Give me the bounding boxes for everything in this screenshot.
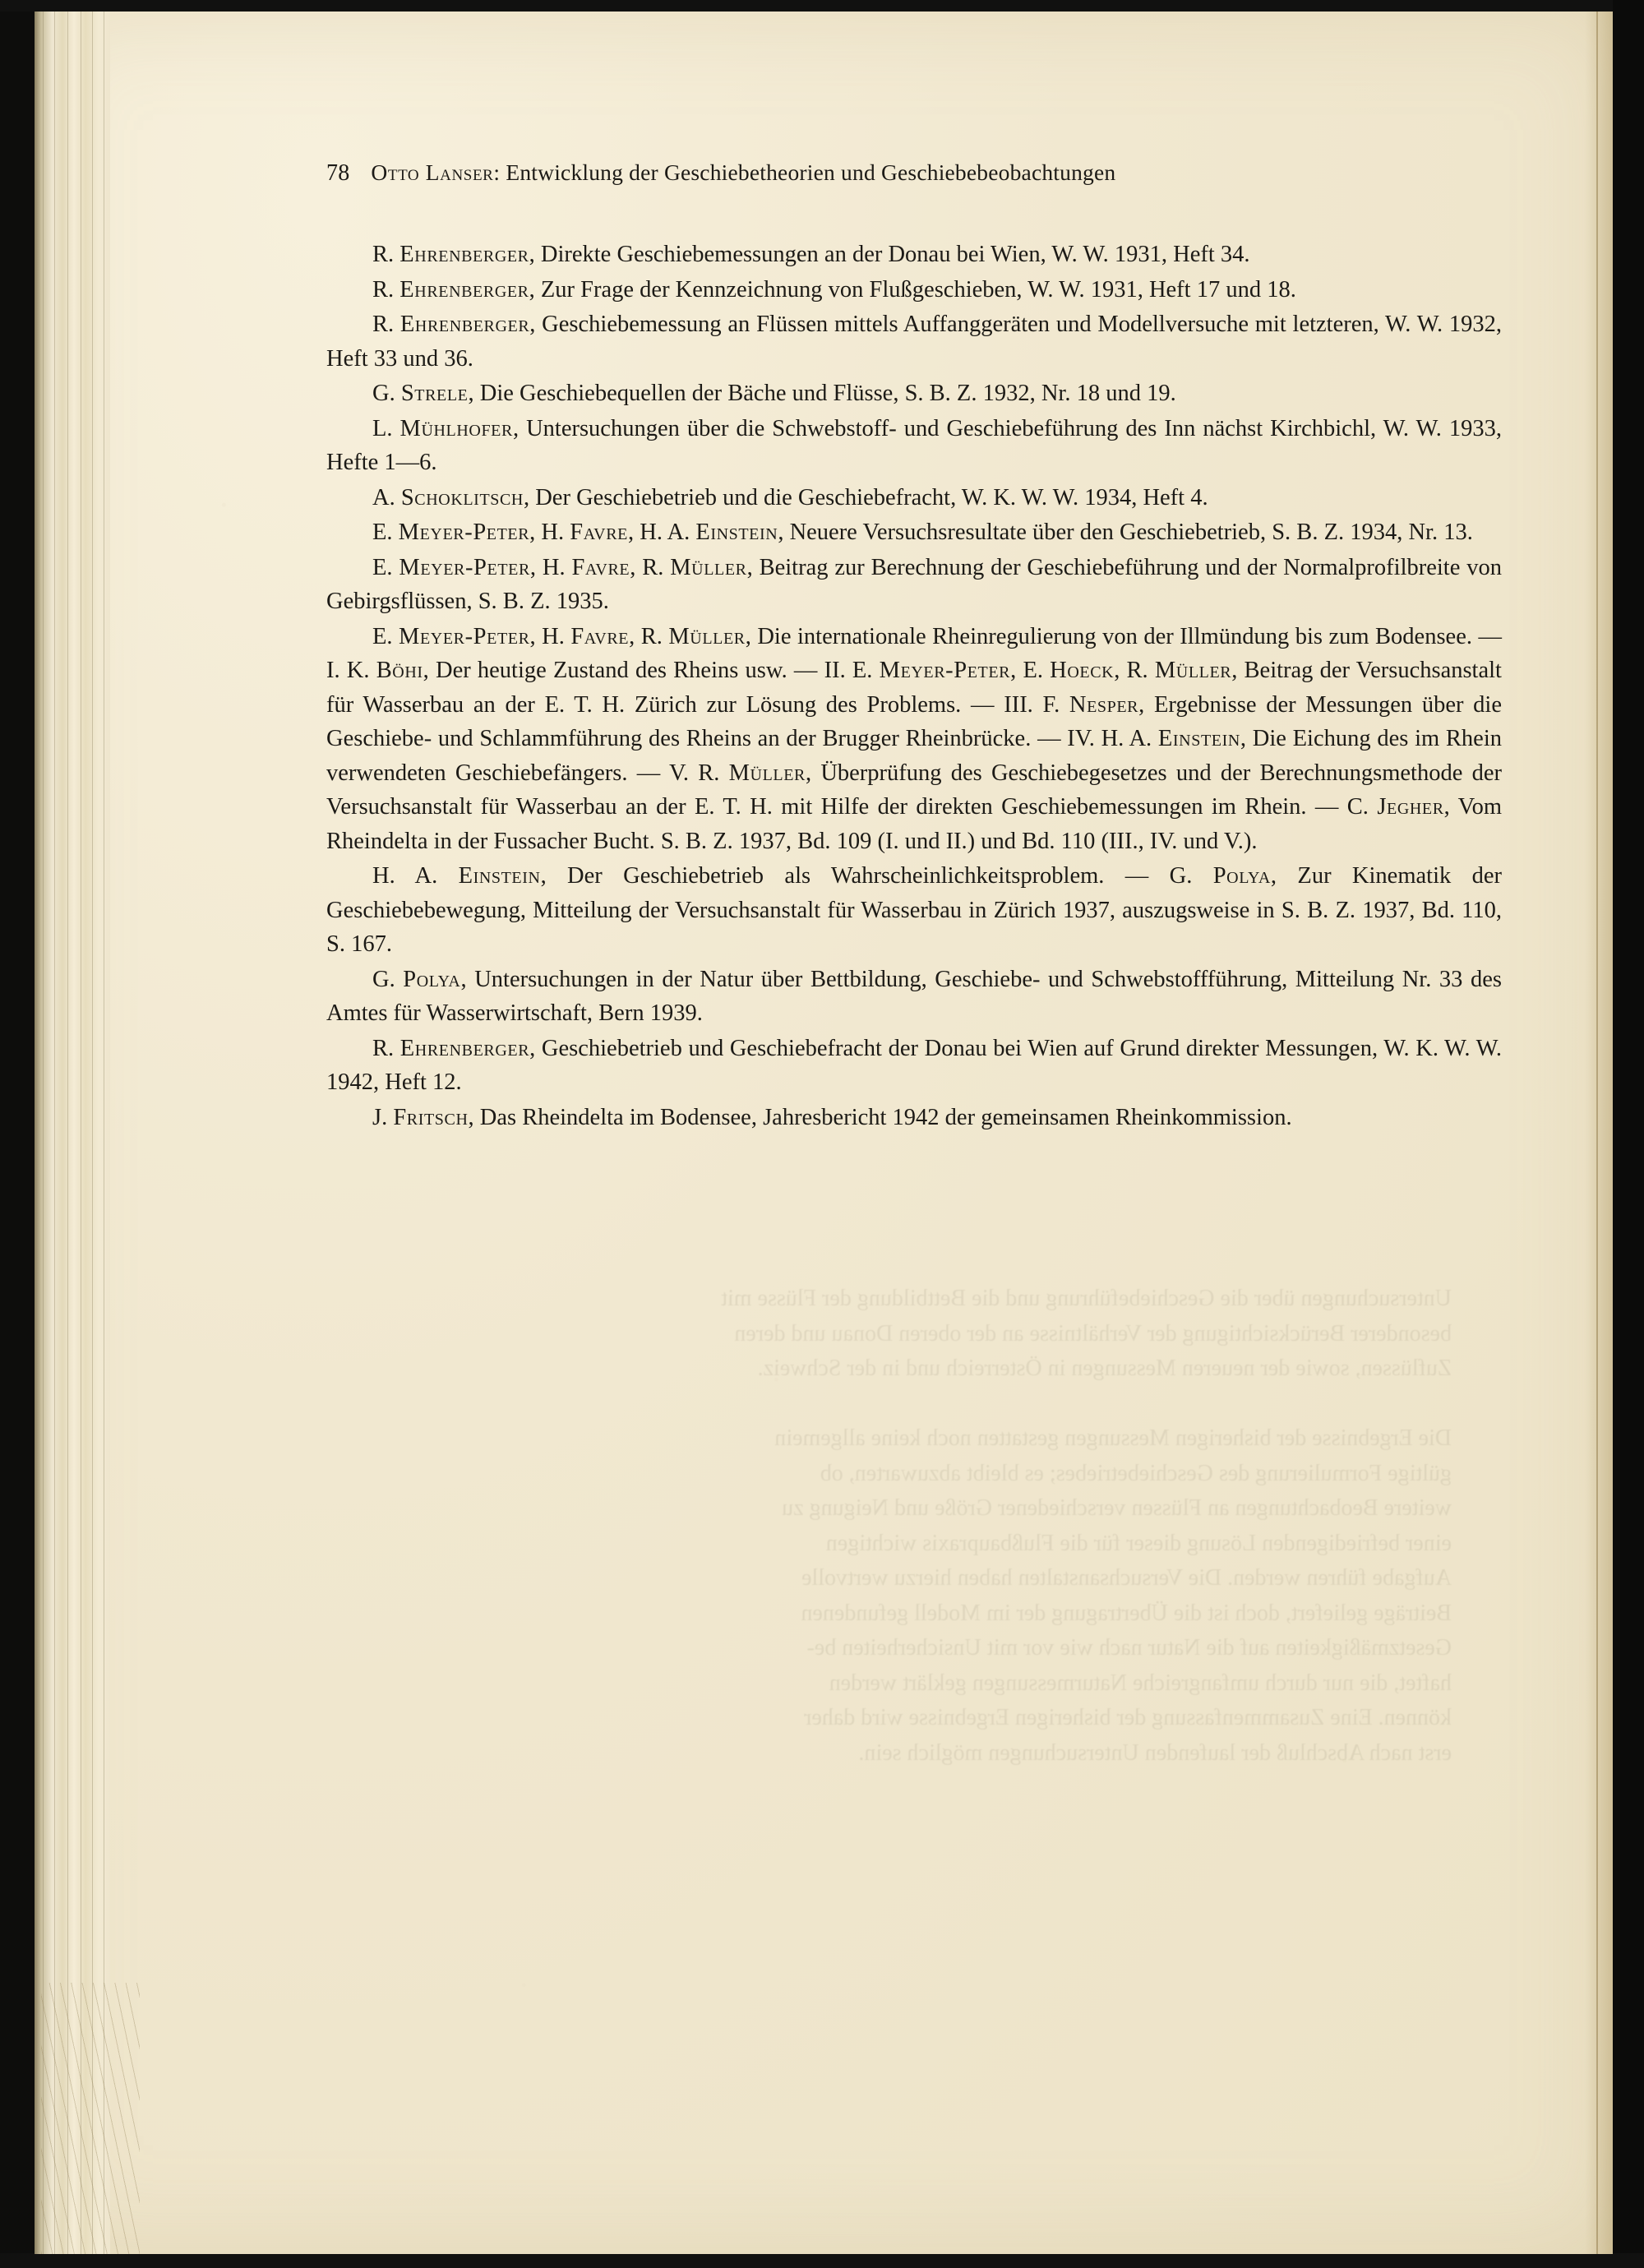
page-right-edge-line (1596, 12, 1598, 2254)
reference-entry: E. Meyer-Peter, H. Favre, R. Müller, Beitrag zur Berechnung der Geschiebeführung und der Normalprofilbreite von Gebirgsflüssen, S. B. Z. 1935. (326, 554, 1502, 614)
running-head (326, 159, 1502, 187)
page-number: 78 (326, 160, 350, 186)
verso-show-through: Untersuchungen über die Geschiebeführung und die Bettbildung der Flüsse mit besonderer Berücksichtigung der Verhältnisse an der oberen Donau und deren Zuflüssen, sowie der neueren Messungen in Österreich und in der Schweiz. Die Ergebnisse der bisherigen Messungen gestatten noch keine allgemein gültige Formulierung des Geschiebetriebes; es bleibt abzuwarten, ob weitere Beobachtungen an Flüssen verschiedener Größe und Neigung zu einer befriedigenden Lösung dieser für die Flußbaupraxis wichtigen Aufgabe führen werden. Die Versuchsanstalten haben hierzu wertvolle Beiträge geliefert, doch ist die Übertragung der im Modell gefundenen Gesetzmäßigkeiten auf die Natur nach wie vor mit Unsicherheiten be- haftet, die nur durch umfangreiche Naturmessungen geklärt werden können. Eine Zusammenfassung der bisherigen Ergebnisse wird daher erst nach Abschluß der laufenden Untersuchungen möglich sein. (721, 1286, 1452, 1766)
reference-entry: G. Polya, Untersuchungen in der Natur über Bettbildung, Geschiebe- und Schwebstoffführung, Mitteilung Nr. 33 des Amtes für Wasserwirtschaft, Bern 1939. (326, 966, 1502, 1026)
book-gutter (35, 12, 110, 2254)
scan-edge-bottom (0, 2253, 1644, 2268)
reference-entry: R. Ehrenberger, Geschiebemessung an Flüssen mittels Auffanggeräten und Modellversuche mit letzteren, W. W. 1932, Heft 33 und 36. (326, 312, 1503, 372)
page-text-block (326, 159, 1502, 1135)
running-head-separator: : (493, 159, 501, 185)
reference-entry: L. Mühlhofer, Untersuchungen über die Schwebstoff- und Geschiebeführung des Inn nächst Kirchbichl, W. W. 1933, Hefte 1—6. (326, 415, 1502, 475)
reference-entry: J. Fritsch, Das Rheindelta im Bodensee, Jahresbericht 1942 der gemeinsamen Rheinkommission. (372, 1104, 1292, 1130)
running-head-title: Entwicklung der Geschiebetheorien und Geschiebebeobachtungen (506, 159, 1116, 185)
reference-entry: R. Ehrenberger, Geschiebetrieb und Geschiebefracht der Donau bei Wien auf Grund direkter Messungen, W. K. W. W. 1942, Heft 12. (326, 1035, 1502, 1095)
page-right-shading (1585, 12, 1613, 2254)
reference-entry: G. Strele, Die Geschiebequellen der Bäche und Flüsse, S. B. Z. 1932, Nr. 18 und 19. (372, 381, 1176, 406)
scan-edge-top (0, 0, 1644, 12)
reference-entry: E. Meyer-Peter, H. Favre, R. Müller, Die internationale Rheinregulierung von der Illmündung bis zum Bodensee. — I. K. Böhi, Der heutige Zustand des Rheins usw. — II. E. Meyer-Peter, E. Hoeck, R. Müller, Beitrag der Versuchsanstalt für Wasserbau an der E. T. H. Zürich zur Lösung des Problems. — III. F. Nesper, Ergebnisse der Messungen über die Geschiebe- und Schlammführung des Rheins an der Brugger Rheinbrücke. — IV. H. A. Einstein, Die Eichung des im Rhein verwendeten Geschiebefängers. — V. R. Müller, Überprüfung des Geschiebegesetzes und der Berechnungsmethode der Versuchsanstalt für Wasserbau an der E. T. H. mit Hilfe der direkten Geschiebemessungen im Rhein. — C. Jegher, Vom Rheindelta in der Fussacher Bucht. S. B. Z. 1937, Bd. 109 (I. und II.) und Bd. 110 (III., IV. und V.). (326, 623, 1503, 854)
reference-entry: E. Meyer-Peter, H. Favre, H. A. Einstein, Neuere Versuchsresultate über den Geschiebetrieb, S. B. Z. 1934, Nr. 13. (372, 520, 1473, 545)
reference-entry: H. A. Einstein, Der Geschiebetrieb als Wahrscheinlichkeitsproblem. — G. Polya, Zur Kinematik der Geschiebebewegung, Mitteilung der Versuchsanstalt für Wasserbau in Zürich 1937, auszugsweise in S. B. Z. 1937, Bd. 110, S. 167. (326, 863, 1502, 957)
reference-entry: R. Ehrenberger, Direkte Geschiebemessungen an der Donau bei Wien, W. W. 1931, Heft 34. (372, 242, 1250, 267)
scan-edge-right (1613, 0, 1644, 2268)
reference-entry: A. Schoklitsch, Der Geschiebetrieb und die Geschiebefracht, W. K. W. W. 1934, Heft 4. (372, 484, 1208, 510)
page-paper (35, 12, 1613, 2254)
reference-entry: R. Ehrenberger, Zur Frage der Kennzeichnung von Flußgeschieben, W. W. 1931, Heft 17 und 18. (372, 276, 1296, 303)
page-edge-fan (41, 1983, 140, 2254)
running-head-author: Otto Lanser (371, 159, 494, 185)
